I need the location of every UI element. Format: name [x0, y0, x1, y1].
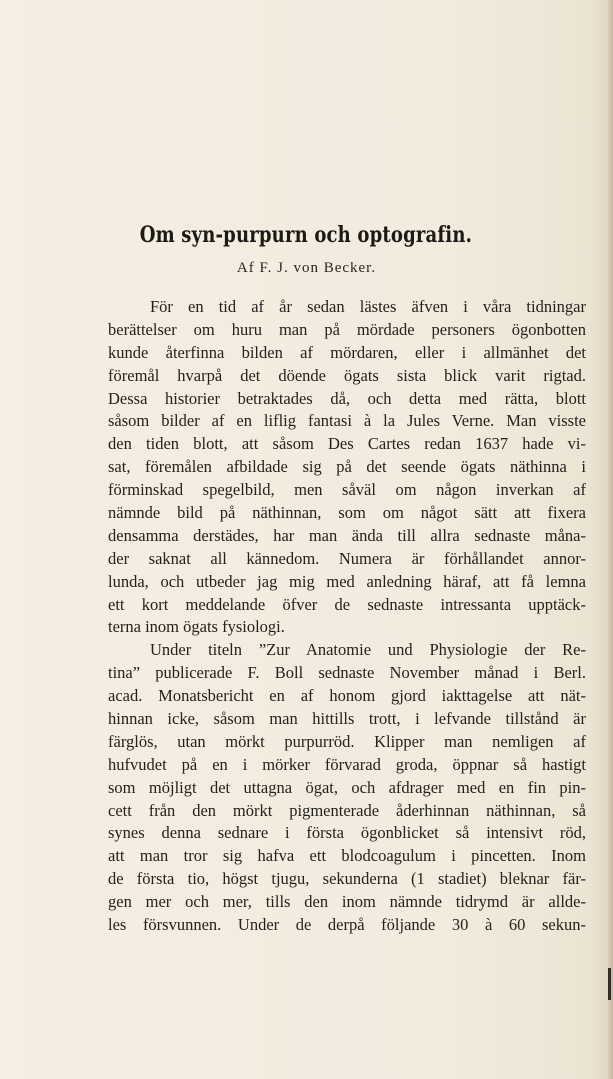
text-line: acad. Monatsbericht en af honom gjord iakttagelse att nät-: [108, 686, 586, 706]
text-line: ett kort meddelande öfver de sednaste intressanta upptäck-: [108, 594, 586, 614]
text-line: hinnan icke, såsom man hittills trott, i lefvande tillstånd är: [108, 709, 586, 729]
binding-mark: [608, 968, 611, 1000]
text-line: les försvunnen. Under de derpå följande 30 à 60 sekun-: [108, 915, 586, 935]
text-line: berättelser om huru man på mördade personers ögonbotten: [108, 319, 586, 339]
text-line: lunda, och utbeder jag mig med anledning häraf, att få lemna: [108, 571, 586, 591]
text-line: såsom bilder af en liflig fantasi à la Jules Verne. Man visste: [108, 411, 586, 431]
author-line: Af F. J. von Becker.: [236, 260, 377, 276]
text-line: der saknat all kännedom. Numera är förhållandet annor-: [108, 548, 586, 568]
text-line: färglös, utan mörkt purpurröd. Klipper man nemligen af: [108, 731, 586, 751]
text-line: att man tror sig hafva ett blodcoagulum i pincetten. Inom: [108, 846, 586, 866]
text-line: som möjligt det uttagna ögat, och afdrager med en fin pin-: [108, 777, 586, 797]
text-line: Dessa historier betraktades då, och detta med rätta, blott: [108, 388, 586, 408]
text-line: hufvudet på en i mörker förvarad groda, öppnar så hastigt: [108, 754, 586, 774]
text-line: sat, föremålen afbildade sig på det seende ögats näthinna i: [108, 457, 586, 477]
page-edge-shadow: [607, 0, 613, 1079]
text-line: cett från den mörkt pigmenterade åderhinnan näthinnan, så: [108, 800, 586, 820]
text-line: kunde återfinna bilden af mördaren, eller i allmänhet det: [108, 342, 586, 362]
text-line: föremål hvarpå det döende ögats sista blick varit rigtad.: [108, 365, 586, 385]
article-title: Om syn-purpurn och optografin.: [139, 222, 473, 248]
text-line: nämnde bild på näthinnan, som om något sätt att fixera: [108, 503, 586, 523]
text-line: den tiden blott, att såsom Des Cartes redan 1637 hade vi-: [108, 434, 586, 454]
text-line: Under titeln ”Zur Anatomie und Physiologie der Re-: [150, 640, 586, 660]
text-line: terna inom ögats fysiologi.: [108, 617, 285, 637]
text-line: gen mer och mer, tills den inom nämnde tidrymd är allde-: [108, 892, 586, 912]
text-line: tina” publicerade F. Boll sednaste November månad i Berl.: [108, 663, 586, 683]
text-line: förminskad spegelbild, men såväl om någon inverkan af: [108, 480, 586, 500]
text-line: synes denna sednare i första ögonblicket så intensivt röd,: [108, 823, 586, 843]
text-line: För en tid af år sedan lästes äfven i våra tidningar: [150, 297, 586, 316]
text-line: densamma derstädes, har man ända till allra sednaste måna-: [108, 525, 586, 545]
text-line: de första tio, högst tjugu, sekunderna (1 stadiet) bleknar fär-: [108, 869, 586, 889]
body-text: [108, 296, 586, 937]
